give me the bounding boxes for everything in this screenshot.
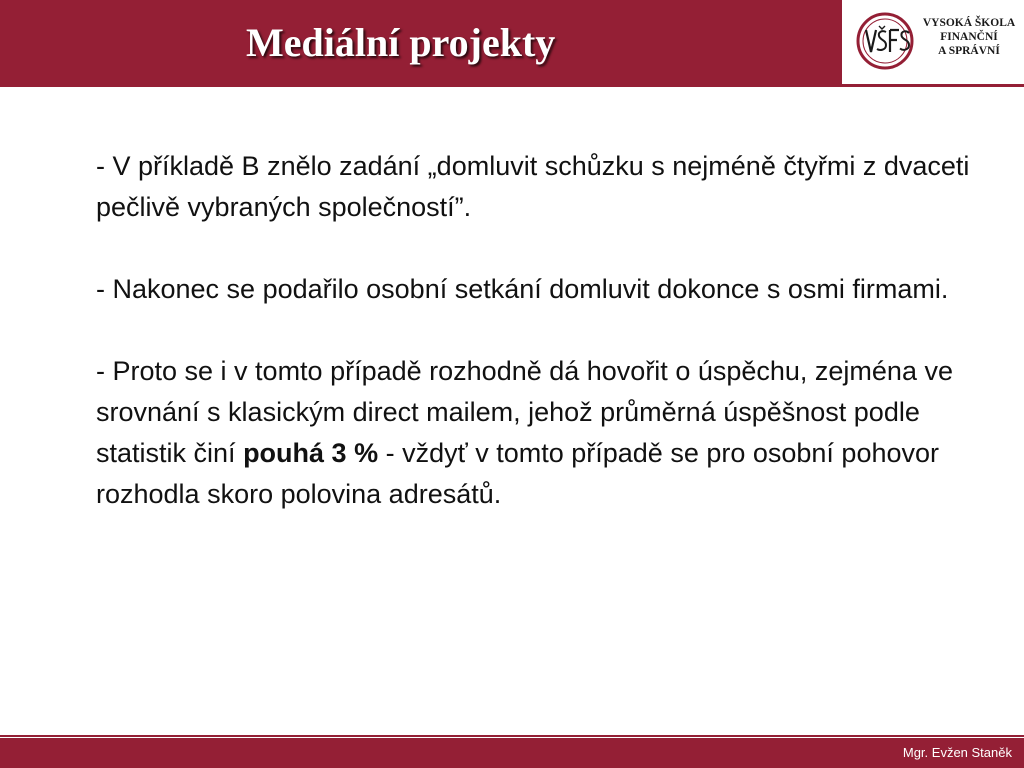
footer-divider xyxy=(0,735,1024,737)
paragraph-3-text-start: - Proto se i v tomto případě rozhodně dá hovořit o úspěchu, zejména ve srovnání s klasickým direct mailem, jehož průměrná úspěšnost podle statistik činí xyxy=(96,356,953,468)
slide-title: Mediální projekty xyxy=(246,20,556,65)
paragraph-2: - Nakonec se podařilo osobní setkání domluvit dokonce s osmi firmami. xyxy=(96,274,949,304)
author-name: Mgr. Evžen Staněk xyxy=(902,745,1012,760)
school-monogram-icon xyxy=(854,10,918,72)
paragraph-3-text-end: - vždyť v tomto případě se pro osobní pohovor rozhodla skoro polovina adresátů. xyxy=(96,438,940,509)
school-name-line-1: VYSOKÁ ŠKOLA xyxy=(922,17,1016,29)
paragraph-3 xyxy=(96,351,976,515)
school-name xyxy=(920,16,1018,58)
school-name-line-2: FINANČNÍ xyxy=(940,31,998,43)
school-logo xyxy=(842,0,1024,84)
paragraph-1: - V příkladě B znělo zadání „domluvit schůzku s nejméně čtyřmi z dvaceti pečlivě vybraných společností”. xyxy=(96,151,970,222)
header-divider xyxy=(0,84,1024,87)
footer-band xyxy=(0,738,1024,768)
slide-body xyxy=(96,146,976,515)
paragraph-3-highlight: pouhá 3 % xyxy=(243,438,379,468)
school-name-line-3: A SPRÁVNÍ xyxy=(938,45,1000,57)
